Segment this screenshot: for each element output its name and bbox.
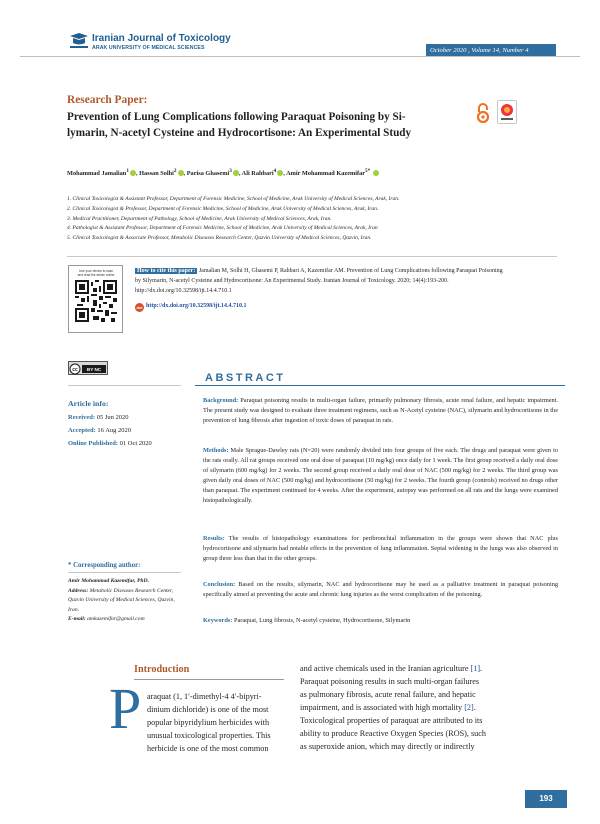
- intro-left-line: herbicide is one of the most common: [147, 744, 269, 753]
- article-info-divider: [68, 385, 181, 386]
- intro-left-line: dinium dichloride) is one of the most: [147, 705, 269, 714]
- orcid-icon[interactable]: [233, 170, 239, 176]
- online-label: Online Published:: [68, 440, 119, 447]
- intro-text: and active chemicals used in the Iranian agriculture: [300, 664, 471, 673]
- page-number: 193: [525, 790, 567, 808]
- author-name[interactable]: Amir Mohammad Kazemifar: [286, 170, 366, 178]
- methods-text: Male Sprague-Dawley rats (N=20) were randomly divided into four groups of five each. The drugs and paraquat were given to the rats orally. All rat groups received one oral dose of paraquat (10 mg/kg) once daily for 1 week. The first group received a daily oral dose of silymarin (600 mg/kg) for 2 weeks. The second group received a daily oral dose of NAC (500 mg/kg) for 2 weeks. The third group was given daily oral doses of NAC (500 mg/kg) and hydrocortisone (50 mg/kg) for 2 weeks. The fourth group (controls) received no drugs other than paraquat. The experiment continued for 4 weeks. After the experiment, autopsy was performed on all rats and the lungs were examined histopathologically.: [203, 447, 558, 505]
- abstract-methods: [203, 446, 558, 506]
- background-label: Background:: [203, 397, 239, 404]
- article-info-title: Article info:: [68, 399, 109, 408]
- author-sup: 3: [229, 168, 232, 174]
- author-name[interactable]: Hassan Solhi: [139, 170, 174, 178]
- conclusion-text: Based on the results, silymarin, NAC and hydrocortisone may be used as a palliative treatment in paraquat poisoning specifically aimed at preventing the acute and chronic lung injuries as the worst complication of the poisoning.: [203, 581, 558, 599]
- cc-license-icon: [69, 363, 107, 375]
- section-divider: [67, 256, 557, 257]
- address-value: Metabolic Diseases Research Center, Qazvin University of Medical Sciences, Qazvin, Iran.: [68, 587, 175, 613]
- orcid-icon[interactable]: [130, 170, 136, 176]
- author-name[interactable]: Mohammad Jamalian: [67, 170, 127, 178]
- journal-title: Iranian Journal of Toxicology: [92, 33, 231, 44]
- intro-left-line: popular bipyridylium herbicides with: [147, 718, 270, 727]
- corresponding-address: [68, 587, 178, 616]
- drop-cap: P: [109, 676, 142, 741]
- intro-text: as superoxide anion, which may directly or indirectly: [300, 742, 475, 751]
- paper-title: [67, 109, 467, 141]
- intro-text: Toxicological properties of paraquat are attributed to its: [300, 716, 483, 725]
- received-date: [68, 414, 128, 421]
- affiliation-list: [67, 195, 557, 244]
- abstract-divider: [195, 385, 565, 386]
- intro-right-line: [300, 703, 476, 712]
- online-value: 01 Oct 2020: [119, 440, 152, 447]
- author-list: Mohammad Jamalian$^1$ , Hassan Solhi$^2$ , Parisa Ghasemi$^3$ , Ali Rahbari$^4$ , Amir Mohammad Kazemifar$^{5*}$: [67, 168, 567, 177]
- paper-type: Research Paper:: [67, 94, 148, 106]
- qr-code-icon: [75, 280, 117, 322]
- email-label: E-mail:: [68, 616, 86, 622]
- corresponding-name: Amir Mohammad Kazemifar, PhD.: [68, 578, 149, 584]
- orcid-icon[interactable]: [277, 170, 283, 176]
- abstract-results: [203, 534, 558, 564]
- by-nc-text: BY NC: [86, 367, 102, 372]
- address-label: Address:: [68, 587, 89, 594]
- intro-right-line: [300, 729, 486, 738]
- intro-text: ability to produce Reactive Oxygen Species (ROS), such: [300, 729, 486, 738]
- received-label: Received:: [68, 414, 96, 421]
- corresponding-author-title: * Corresponding author:: [68, 562, 141, 569]
- reference-link[interactable]: [1]: [470, 664, 481, 673]
- abstract-background: [203, 396, 558, 426]
- online-date: [68, 440, 152, 447]
- journal-logo-icon: [68, 32, 90, 50]
- corresponding-email: [68, 615, 178, 625]
- abstract-conclusion: [203, 580, 558, 600]
- corresponding-author-details: [68, 577, 178, 625]
- reference-link[interactable]: [2]: [464, 703, 474, 712]
- accepted-value: 16 Aug 2020: [97, 427, 132, 434]
- conclusion-label: Conclusion:: [203, 581, 236, 588]
- orcid-icon[interactable]: [178, 170, 184, 176]
- qr-caption-line-1: Use your device to scan: [78, 269, 114, 273]
- introduction-heading: Introduction: [134, 664, 190, 675]
- affiliation-item: 2. Clinical Toxicologist & Professor, Department of Forensic Medicine, School of Medicine, Arak University of Medical Sciences, Arak, Iran.: [67, 205, 379, 212]
- crossmark-icon[interactable]: [497, 100, 517, 124]
- author-sup: 2: [173, 168, 177, 174]
- citation: [135, 266, 507, 296]
- citation-label: How to cite this paper:: [137, 268, 196, 274]
- affiliation-item: 5. Clinical Toxicologist & Associate Professor, Metabolic Diseases Research Center, Qazvin University of Medical Sciences, Qazvin, Iran.: [67, 235, 372, 242]
- paper-title-line-2: lymarin, N-acetyl Cysteine and Hydrocortisone: An Experimental Study: [67, 127, 412, 139]
- doi-url[interactable]: http://dx.doi.org/10.32598/ijt.14.4.710.1: [146, 303, 247, 309]
- paper-title-line-1: Prevention of Lung Complications following Paraquat Poisoning by Si-: [67, 111, 406, 123]
- background-text: Paraquat poisoning results in multi-organ failure, primarily pulmonary fibrosis, acute renal failure, and hepatic impairment. The present study was designed to evaluate three treatment regimens, such as N-Acetyl cysteine (NAC), silymarin and hydrocortisone in the prevention of lung fibrosis after ingestion of toxic doses of paraquat in rats.: [203, 397, 558, 425]
- doi-link[interactable]: [135, 303, 247, 312]
- results-label: Results:: [203, 535, 225, 542]
- methods-label: Methods:: [203, 447, 229, 454]
- author-sup: 5*: [365, 168, 371, 174]
- intro-text: Paraquat poisoning results in such multi-organ failures: [300, 677, 480, 686]
- affiliation-item: 3. Medical Practitioner, Department of Pathology, School of Medicine, Arak University of Medical Sciences, Arak, Iran.: [67, 215, 332, 222]
- crossmark-glyph-icon: [498, 101, 516, 123]
- header-divider: [20, 56, 580, 57]
- results-text: The results of histopathology examinations for peribronchial inflammation in the groups were shown that NAC plus hydrocortisone and silymarin had notable effects in the prevention of lung inflammation. Septal widening in the lungs was also observed in group three less than that in the other groups.: [203, 535, 558, 563]
- cc-license-badge[interactable]: [68, 361, 108, 375]
- intro-right-line: [300, 690, 476, 699]
- accepted-label: Accepted:: [68, 427, 96, 434]
- qr-card[interactable]: [68, 265, 123, 333]
- author-sup: 4: [273, 168, 277, 174]
- intro-left-line: araquat (1, 1′-dimethyl-4 4′-bipyri-: [147, 692, 262, 701]
- orcid-icon[interactable]: [373, 170, 379, 176]
- keywords-text: Paraquat, Lung fibrosis, N-acetyl cysteine, Hydrocortisone, Silymarin: [232, 617, 411, 624]
- affiliation-item: 1. Clinical Toxicologist & Assistant Professor, Department of Forensic Medicine, School of Medicine, Arak University of Medical Sciences, Arak, Iran.: [67, 196, 400, 202]
- received-value: 05 Jun 2020: [96, 414, 129, 421]
- cc-text: cc: [72, 367, 78, 373]
- email-value[interactable]: amkazemifar@gmail.com: [87, 616, 145, 622]
- doi-icon: doi: [136, 305, 143, 310]
- intro-right-line: [300, 716, 482, 725]
- issue-tag: October 2020 , Volume 14, Number 4: [426, 44, 556, 57]
- introduction-divider: [134, 679, 284, 680]
- journal-subtitle: ARAK UNIVERSITY OF MEDICAL SCIENCES: [92, 45, 205, 51]
- author-sup: 1: [126, 168, 129, 174]
- author-name[interactable]: Parisa Ghasemi: [186, 170, 230, 178]
- qr-caption: [71, 269, 121, 277]
- open-access-icon[interactable]: [476, 102, 490, 124]
- abstract-heading: ABSTRACT: [205, 372, 286, 384]
- author-name[interactable]: Ali Rahbari: [241, 170, 274, 178]
- intro-right-line: [300, 677, 479, 686]
- intro-right-line: [300, 742, 475, 751]
- corresponding-divider: [68, 572, 181, 573]
- accepted-date: [68, 427, 131, 434]
- qr-caption-line-2: and read the article online: [77, 273, 115, 277]
- intro-right-line: [300, 664, 482, 673]
- intro-text: as pulmonary fibrosis, acute renal failure, and hepatic: [300, 690, 476, 699]
- citation-text: Jamalian M, Solhi H, Ghasemi P, Rahbari A, Kazemifar AM. Prevention of Lung Complications following Paraquat Poisoning by Silymarin, N-acetyl Cysteine and Hydrocortisone: An Experimental Study. Iranian Journal of Toxicology. 2020; 14(4):193-200. http://dx.doi.org/10.32598/ijt.14.4.710.1: [135, 268, 503, 294]
- intro-text-end: .: [473, 703, 476, 712]
- intro-text: impairment, and is associated with high mortality: [300, 703, 465, 712]
- keywords-label: Keywords:: [203, 617, 233, 624]
- intro-text-end: .: [480, 664, 483, 673]
- intro-left-line: unusual toxicological properties. This: [147, 731, 271, 740]
- affiliation-item: 4. Pathologist & Assistant Professor, Department of Forensic Medicine, School of Medicine, Arak University of Medical Sciences, Arak, Iran: [67, 225, 378, 232]
- abstract-keywords: [203, 616, 558, 626]
